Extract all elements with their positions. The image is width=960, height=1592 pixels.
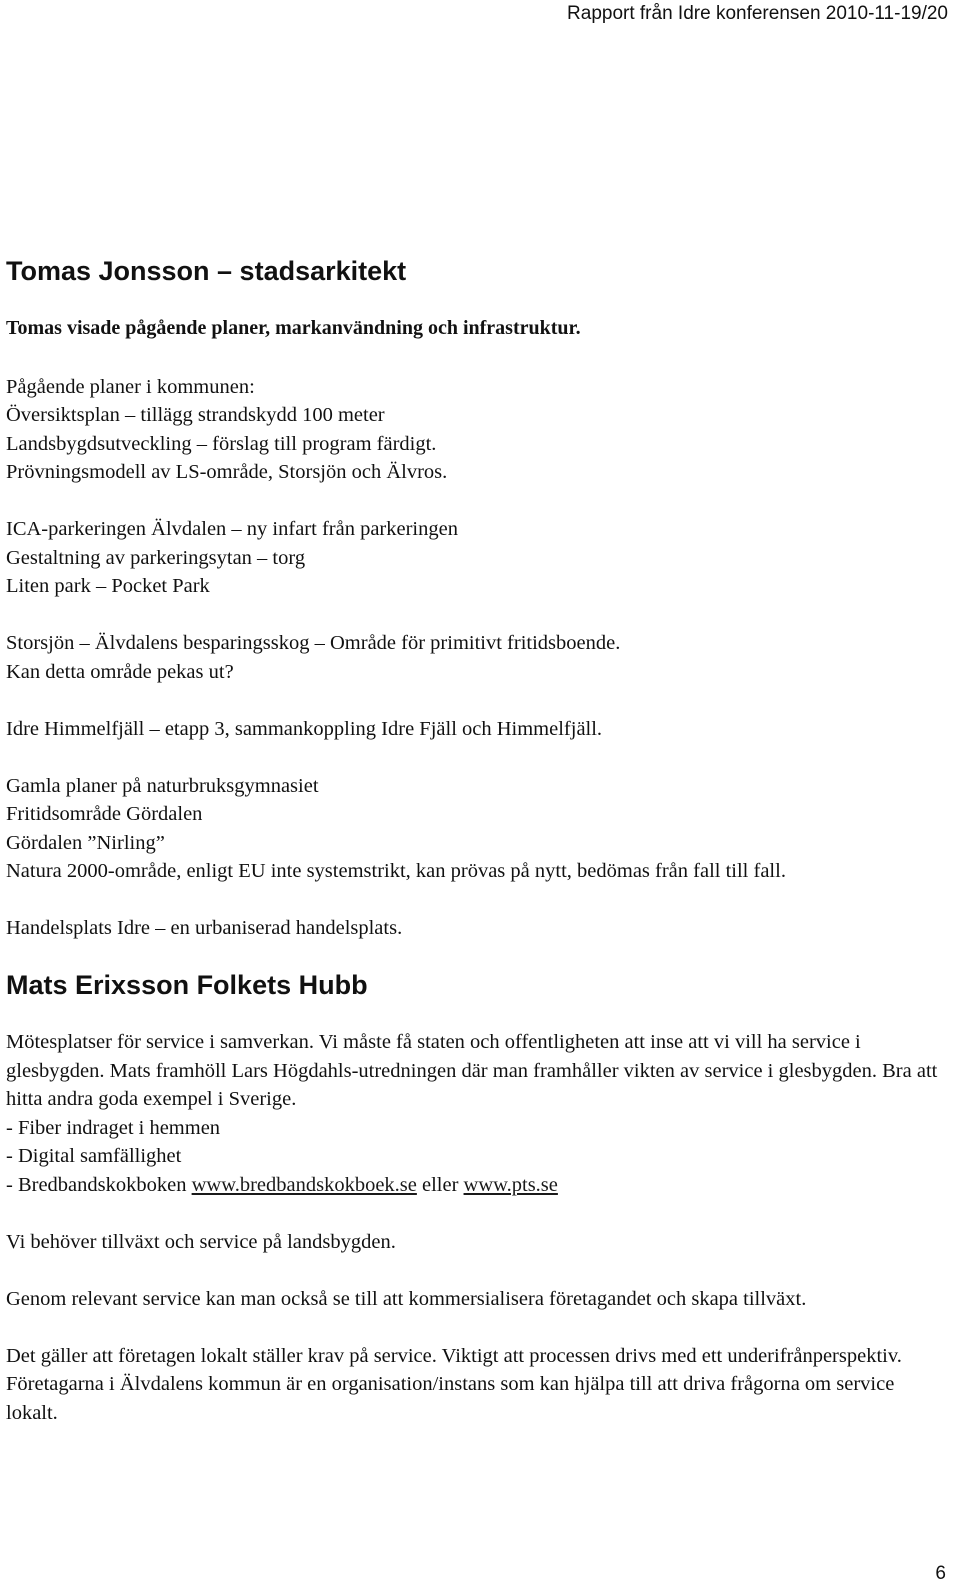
bullet-item: - Fiber indraget i hemmen [6,1116,221,1139]
text-line: Gamla planer på naturbruksgymnasiet [6,774,319,797]
text-line: Storsjön – Älvdalens besparingsskog – Område för primitivt fritidsboende. [6,632,621,654]
text-line: Prövningsmodell av LS-område, Storsjön och Älvros. [6,461,448,483]
text-line: Handelsplats Idre – en urbaniserad handelsplats. [6,917,403,939]
pts-link[interactable]: www.pts.se [463,1173,558,1196]
section-tomas-jonsson [6,254,946,968]
section-lead: Tomas visade pågående planer, markanvändning och infrastruktur. [6,317,581,339]
paragraph-motesplatser: Mötesplatser för service i samverkan. Vi måste få staten och offentligheten att inse att vi vill ha service i glesbygden. Mats framhöll Lars Högdahls-utredningen där man framhåller vikten av service i glesbygden. Bra att hitta andra goda exempel i Sverige. [6,1031,938,1110]
bullet-list [6,1114,946,1200]
paragraph-handelsplats [6,914,946,943]
text-line: Översiktsplan – tillägg strandskydd 100 meter [6,404,385,426]
page-number: 6 [935,1563,946,1584]
paragraph-krav: Det gäller att företagen lokalt ställer krav på service. Viktigt att processen drivs med ett underifrånperspektiv. Företagarna i Älvdalens kommun är en organisation/instans som kan hjälpa till att driva frågorna om service lokalt. [6,1344,902,1424]
bullet-text: eller [416,1173,464,1196]
text-line: Pågående planer i kommunen: [6,375,255,398]
paragraph-ongoing-plans [6,373,946,487]
paragraph-ica-parking [6,515,946,601]
paragraph-tillvaxt: Vi behöver tillväxt och service på landsbygden. [6,1230,396,1253]
paragraph-relevant-service: Genom relevant service kan man också se till att kommersialisera företagandet och skapa tillväxt. [6,1287,807,1310]
text-line: ICA-parkeringen Älvdalen – ny infart från parkeringen [6,518,458,540]
paragraph-himmelfjall [6,715,946,744]
text-line: Kan detta område pekas ut? [6,660,234,683]
section-mats-erixsson [6,968,946,1427]
document-body [6,254,946,1427]
bredbandskokboken-link[interactable]: www.bredbandskokboek.se [191,1173,417,1196]
bullet-item: - Digital samfällighet [6,1145,182,1167]
paragraph-gordalen [6,772,946,886]
text-line: Natura 2000-område, enligt EU inte systemstrikt, kan prövas på nytt, bedömas från fall till fall. [6,860,786,882]
section-title: Mats Erixsson Folkets Hubb [6,970,368,1000]
running-header: Rapport från Idre konferensen 2010-11-19/20 [567,3,948,24]
text-line: Idre Himmelfjäll – etapp 3, sammankoppling Idre Fjäll och Himmelfjäll. [6,717,603,740]
bullet-text: - Bredbandskokboken [6,1173,192,1196]
bullet-item [6,1171,946,1200]
paragraph-storsjon [6,629,946,686]
text-line: Gestaltning av parkeringsytan – torg [6,546,306,569]
section-title: Tomas Jonsson – stadsarkitekt [6,256,407,286]
text-line: Gördalen ”Nirling” [6,831,165,854]
text-line: Fritidsområde Gördalen [6,803,203,825]
text-line: Landsbygdsutveckling – förslag till program färdigt. [6,432,437,455]
text-line: Liten park – Pocket Park [6,575,210,597]
